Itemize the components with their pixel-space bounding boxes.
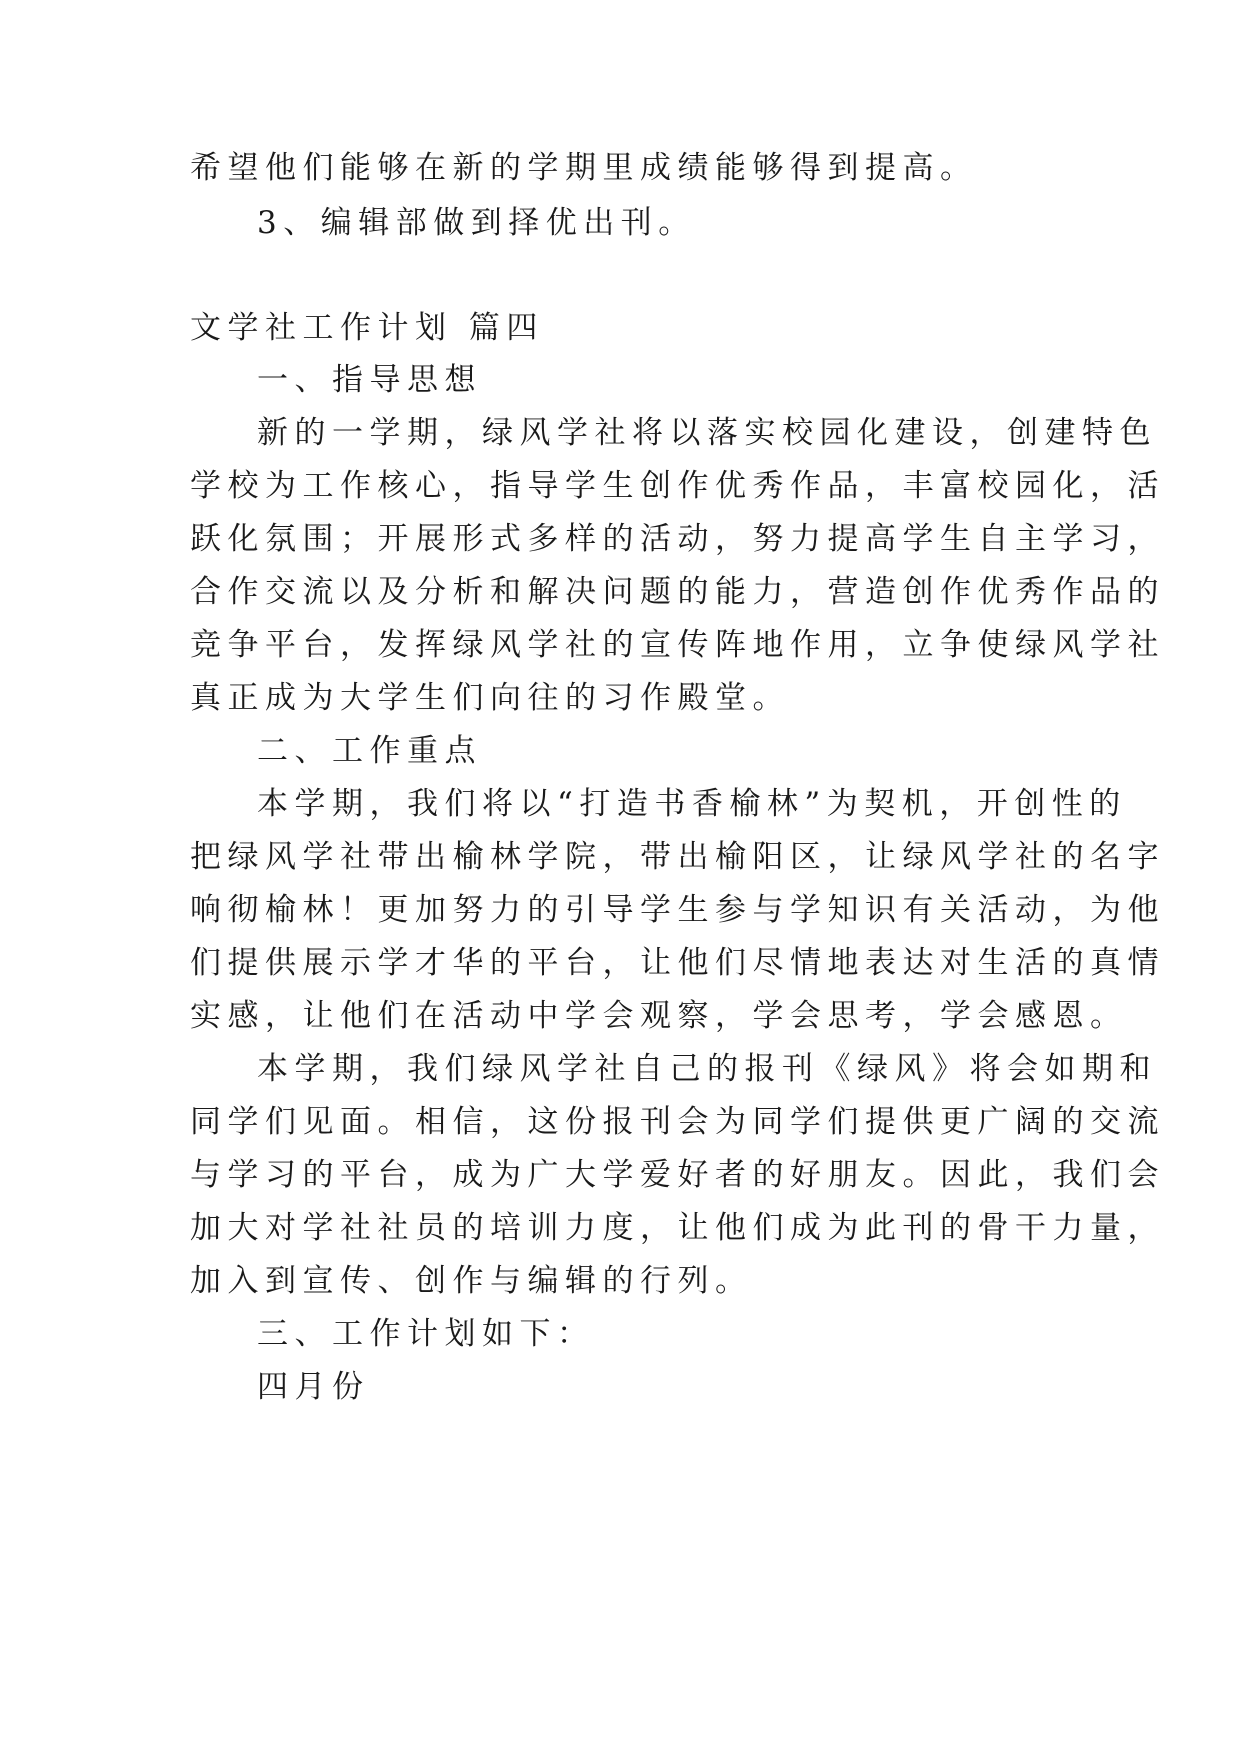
paragraph-line: 合作交流以及分析和解决问题的能力，营造创作优秀作品的 (190, 574, 1165, 610)
paragraph-line: 实感，让他们在活动中学会观察，学会思考，学会感恩。 (190, 998, 1128, 1034)
month-label: 四月份 (257, 1369, 370, 1405)
paragraph-line: 本学期，我们将以“打造书香榆林”为契机，开创性的 (257, 786, 1127, 822)
section-title: 文学社工作计划 篇四 (190, 310, 544, 346)
paragraph-line: 们提供展示学才华的平台，让他们尽情地表达对生活的真情 (190, 945, 1165, 981)
paragraph-line: 响彻榆林！更加努力的引导学生参与学知识有关活动，为他 (190, 892, 1165, 928)
paragraph-line: 竞争平台，发挥绿风学社的宣传阵地作用，立争使绿风学社 (190, 627, 1165, 663)
paragraph-line: 与学习的平台，成为广大学爱好者的好朋友。因此，我们会 (190, 1157, 1165, 1193)
paragraph-line: 同学们见面。相信，这份报刊会为同学们提供更广阔的交流 (190, 1104, 1165, 1140)
paragraph-line: 本学期，我们绿风学社自己的报刊《绿风》将会如期和 (257, 1051, 1157, 1087)
paragraph-line: 希望他们能够在新的学期里成绩能够得到提高。 (190, 150, 978, 186)
heading-guiding-ideology: 一、指导思想 (257, 362, 482, 398)
paragraph-line: 加大对学社社员的培训力度，让他们成为此刊的骨干力量， (190, 1210, 1165, 1246)
heading-work-plan: 三、工作计划如下： (257, 1316, 595, 1352)
paragraph-line: 跃化氛围；开展形式多样的活动，努力提高学生自主学习， (190, 521, 1165, 557)
paragraph-line: 把绿风学社带出榆林学院，带出榆阳区，让绿风学社的名字 (190, 839, 1165, 875)
heading-work-focus: 二、工作重点 (257, 733, 482, 769)
paragraph-line: 加入到宣传、创作与编辑的行列。 (190, 1263, 753, 1299)
paragraph-line: 真正成为大学生们向往的习作殿堂。 (190, 680, 790, 716)
list-item-3: 3、编辑部做到择优出刊。 (257, 205, 696, 241)
paragraph-line: 学校为工作核心，指导学生创作优秀作品，丰富校园化，活 (190, 468, 1165, 504)
paragraph-line: 新的一学期，绿风学社将以落实校园化建设，创建特色 (257, 415, 1157, 451)
